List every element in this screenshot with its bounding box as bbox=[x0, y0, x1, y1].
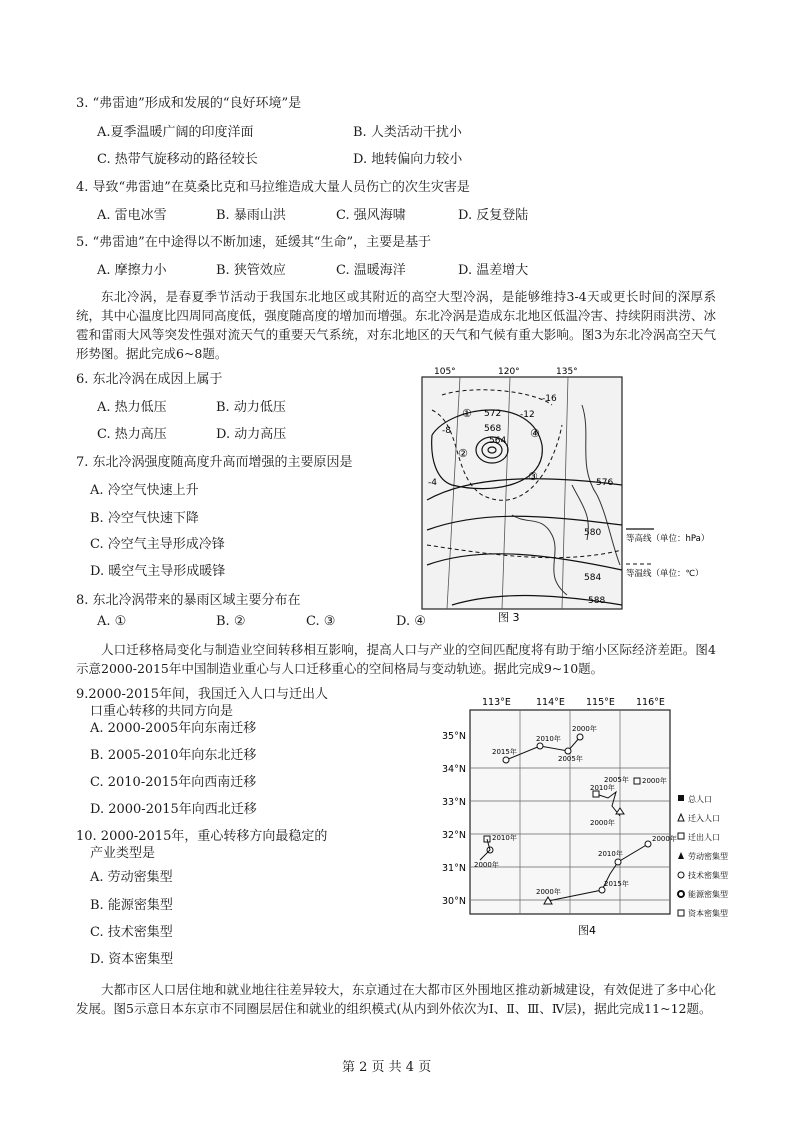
q10-stem-line2: 产业类型是 bbox=[90, 846, 156, 861]
fig3-region-3: ③ bbox=[528, 470, 538, 483]
fig4-label-2010-d: 2010年 bbox=[598, 850, 623, 858]
q3-stem: 3. “弗雷迪”形成和发展的“良好环境”是 bbox=[76, 96, 302, 111]
fig4-legend-capital: 资本密集型 bbox=[688, 909, 728, 918]
q9-option-c: C. 2010-2015年向西南迁移 bbox=[90, 775, 257, 790]
q7-option-b: B. 冷空气快速下降 bbox=[90, 511, 199, 526]
q4-option-c: C. 强风海啸 bbox=[336, 208, 406, 223]
q9-option-d: D. 2000-2015年向西北迁移 bbox=[90, 802, 257, 817]
q8-option-d: D. ④ bbox=[396, 614, 426, 629]
q10-stem-line1: 10. 2000-2015年，重心转移方向最稳定的 bbox=[76, 829, 328, 844]
page-footer: 第 2 页 共 4 页 bbox=[342, 1060, 432, 1075]
fig3-legend-temp: 等温线（单位：℃） bbox=[626, 569, 704, 579]
q8-option-b: B. ② bbox=[216, 614, 246, 629]
passage-northeast-vortex: 东北冷涡，是春夏季节活动于我国东北地区或其附近的高空大型冷涡，是能够维持3-4天或更长时间的深厚系统，其中心温度比四周同高度低，强度随高度的增加而增强。东北冷涡是造成东北地区低温冷害、持续阴雨洪涝、冰雹和雷雨大风等突发性强对流天气的重要天气系统，对东北地区的天气和气候有重大影响。图3为东北冷涡高空天气形势图。据此完成6~8题。 bbox=[76, 289, 716, 361]
fig3-contour-580: 580 bbox=[584, 528, 602, 538]
fig4-label-2005-b: 2005年 bbox=[604, 776, 629, 784]
fig3-contour-564: 564 bbox=[489, 436, 507, 446]
q10-option-a: A. 劳动密集型 bbox=[90, 870, 173, 885]
q6-option-d: D. 动力高压 bbox=[216, 427, 287, 442]
fig3-region-1: ① bbox=[462, 407, 472, 420]
fig4-legend bbox=[678, 794, 728, 918]
q8-option-c: C. ③ bbox=[306, 614, 336, 629]
q3-option-b: B. 人类活动干扰小 bbox=[353, 125, 462, 140]
fig4-legend-tech: 技术密集型 bbox=[688, 871, 728, 880]
q9-stem-line1: 9.2000-2015年间，我国迁入人口与迁出人 bbox=[76, 687, 328, 702]
q10-option-c: C. 技术密集型 bbox=[90, 925, 173, 940]
q9-option-b: B. 2005-2010年向东北迁移 bbox=[90, 748, 257, 763]
fig4-lat-33: 33°N bbox=[442, 797, 466, 808]
fig4-label-2000-a: 2000年 bbox=[572, 725, 597, 733]
fig4-lon-115: 115°E bbox=[586, 697, 615, 708]
q6-stem: 6. 东北冷涡在成因上属于 bbox=[76, 372, 223, 387]
fig4-label-2000-b: 2000年 bbox=[642, 777, 667, 785]
q7-option-d: D. 暖空气主导形成暖锋 bbox=[90, 564, 226, 579]
q5-option-a: A. 摩擦力小 bbox=[97, 263, 167, 278]
fig4-lat-32: 32°N bbox=[442, 830, 466, 841]
fig4-lon-114: 114°E bbox=[536, 697, 565, 708]
fig3-legend-height: 等高线（单位：hPa） bbox=[626, 534, 710, 544]
q5-option-d: D. 温差增大 bbox=[458, 263, 529, 278]
q5-stem: 5. “弗雷迪”在中途得以不断加速，延缓其“生命”，主要是基于 bbox=[76, 235, 432, 250]
fig4-legend-energy: 能源密集型 bbox=[688, 890, 728, 899]
q9-stem-line2: 口重心转移的共同方向是 bbox=[90, 704, 234, 719]
fig4-label-2010-a: 2010年 bbox=[536, 735, 561, 743]
fig4-label-2005-a: 2005年 bbox=[558, 755, 583, 763]
fig4-label-2015-b: 2015年 bbox=[604, 880, 629, 888]
fig3-contour-584: 584 bbox=[584, 573, 602, 583]
q5-option-c: C. 温暖海洋 bbox=[336, 263, 406, 278]
fig3-temp-minus8: -8 bbox=[442, 426, 451, 436]
fig4-lat-31: 31°N bbox=[442, 863, 466, 874]
fig3-temp-minus4: -4 bbox=[428, 478, 437, 488]
figure-3-weather-map bbox=[392, 365, 740, 625]
fig4-legend-in: 迁入人口 bbox=[688, 814, 720, 823]
q8-option-a: A. ① bbox=[97, 614, 127, 629]
fig4-label-2015-a: 2015年 bbox=[492, 748, 517, 756]
passage-population-migration: 人口迁移格局变化与制造业空间转移相互影响，提高人口与产业的空间匹配度将有助于缩小区际经济差距。图4示意2000-2015年中国制造业重心与人口迁移重心的空间格局与变动轨迹。据此完成9~10题。 bbox=[76, 642, 716, 676]
fig4-label-2000-c: 2000年 bbox=[590, 819, 615, 827]
q4-option-b: B. 暴雨山洪 bbox=[216, 208, 286, 223]
fig3-lon-105: 105° bbox=[434, 367, 456, 377]
q7-stem: 7. 东北冷涡强度随高度升高而增强的主要原因是 bbox=[76, 455, 353, 470]
q6-option-a: A. 热力低压 bbox=[97, 400, 167, 415]
fig4-lat-34: 34°N bbox=[442, 764, 466, 775]
fig3-region-2: ② bbox=[458, 447, 468, 460]
fig4-label-2010-c: 2010年 bbox=[492, 834, 517, 842]
q5-option-b: B. 狭管效应 bbox=[216, 263, 286, 278]
fig3-region-4: ④ bbox=[530, 427, 540, 440]
fig4-lon-116: 116°E bbox=[636, 697, 665, 708]
q9-option-a: A. 2000-2005年向东南迁移 bbox=[90, 721, 257, 736]
fig4-lat-35: 35°N bbox=[442, 731, 466, 742]
q7-option-a: A. 冷空气快速上升 bbox=[90, 483, 199, 498]
fig3-temp-minus12: -12 bbox=[520, 410, 535, 420]
figure-4-gravity-center-map bbox=[440, 694, 750, 944]
fig3-lon-135: 135° bbox=[556, 367, 578, 377]
q10-option-b: B. 能源密集型 bbox=[90, 898, 173, 913]
q6-option-c: C. 热力高压 bbox=[97, 427, 167, 442]
fig3-caption: 图 3 bbox=[498, 611, 520, 624]
q10-option-d: D. 资本密集型 bbox=[90, 952, 174, 967]
fig3-lon-120: 120° bbox=[498, 367, 520, 377]
fig4-legend-out: 迁出人口 bbox=[688, 833, 720, 842]
fig4-label-2000-f: 2000年 bbox=[652, 835, 677, 843]
fig3-contour-572: 572 bbox=[484, 409, 502, 419]
fig4-label-2010-b: 2010年 bbox=[590, 784, 615, 792]
q8-stem: 8. 东北冷涡带来的暴雨区域主要分布在 bbox=[76, 593, 301, 608]
fig3-contour-568: 568 bbox=[484, 424, 502, 434]
fig4-label-2000-d: 2000年 bbox=[474, 861, 499, 869]
q4-option-d: D. 反复登陆 bbox=[458, 208, 529, 223]
fig4-lon-113: 113°E bbox=[482, 697, 511, 708]
q3-option-d: D. 地转偏向力较小 bbox=[353, 152, 463, 167]
q6-option-b: B. 动力低压 bbox=[216, 400, 286, 415]
q3-option-a: A.夏季温暖广阔的印度洋面 bbox=[97, 125, 254, 140]
q4-stem: 4. 导致“弗雷迪”在莫桑比克和马拉维造成大量人员伤亡的次生灾害是 bbox=[76, 180, 470, 195]
fig3-temp-minus16: -16 bbox=[542, 394, 557, 404]
q4-option-a: A. 雷电冰雪 bbox=[97, 208, 167, 223]
fig4-label-2000-e: 2000年 bbox=[536, 888, 561, 896]
fig4-legend-labour: 劳动密集型 bbox=[688, 852, 728, 861]
fig3-contour-576: 576 bbox=[596, 478, 614, 488]
q3-option-c: C. 热带气旋移动的路径较长 bbox=[97, 152, 258, 167]
fig4-legend-total: 总人口 bbox=[688, 795, 712, 804]
q7-option-c: C. 冷空气主导形成冷锋 bbox=[90, 537, 225, 552]
fig3-contour-588: 588 bbox=[588, 596, 606, 606]
passage-tokyo: 大都市区人口居住地和就业地往往差异较大，东京通过在大都市区外围地区推动新城建设，有效促进了多中心化发展。图5示意日本东京市不同圈层居住和就业的组织模式(从内到外依次为Ⅰ、Ⅱ、Ⅲ、Ⅳ层)，据此完成11~12题。 bbox=[76, 982, 716, 1016]
fig4-lat-30: 30°N bbox=[442, 896, 466, 907]
fig4-caption: 图4 bbox=[578, 924, 596, 937]
